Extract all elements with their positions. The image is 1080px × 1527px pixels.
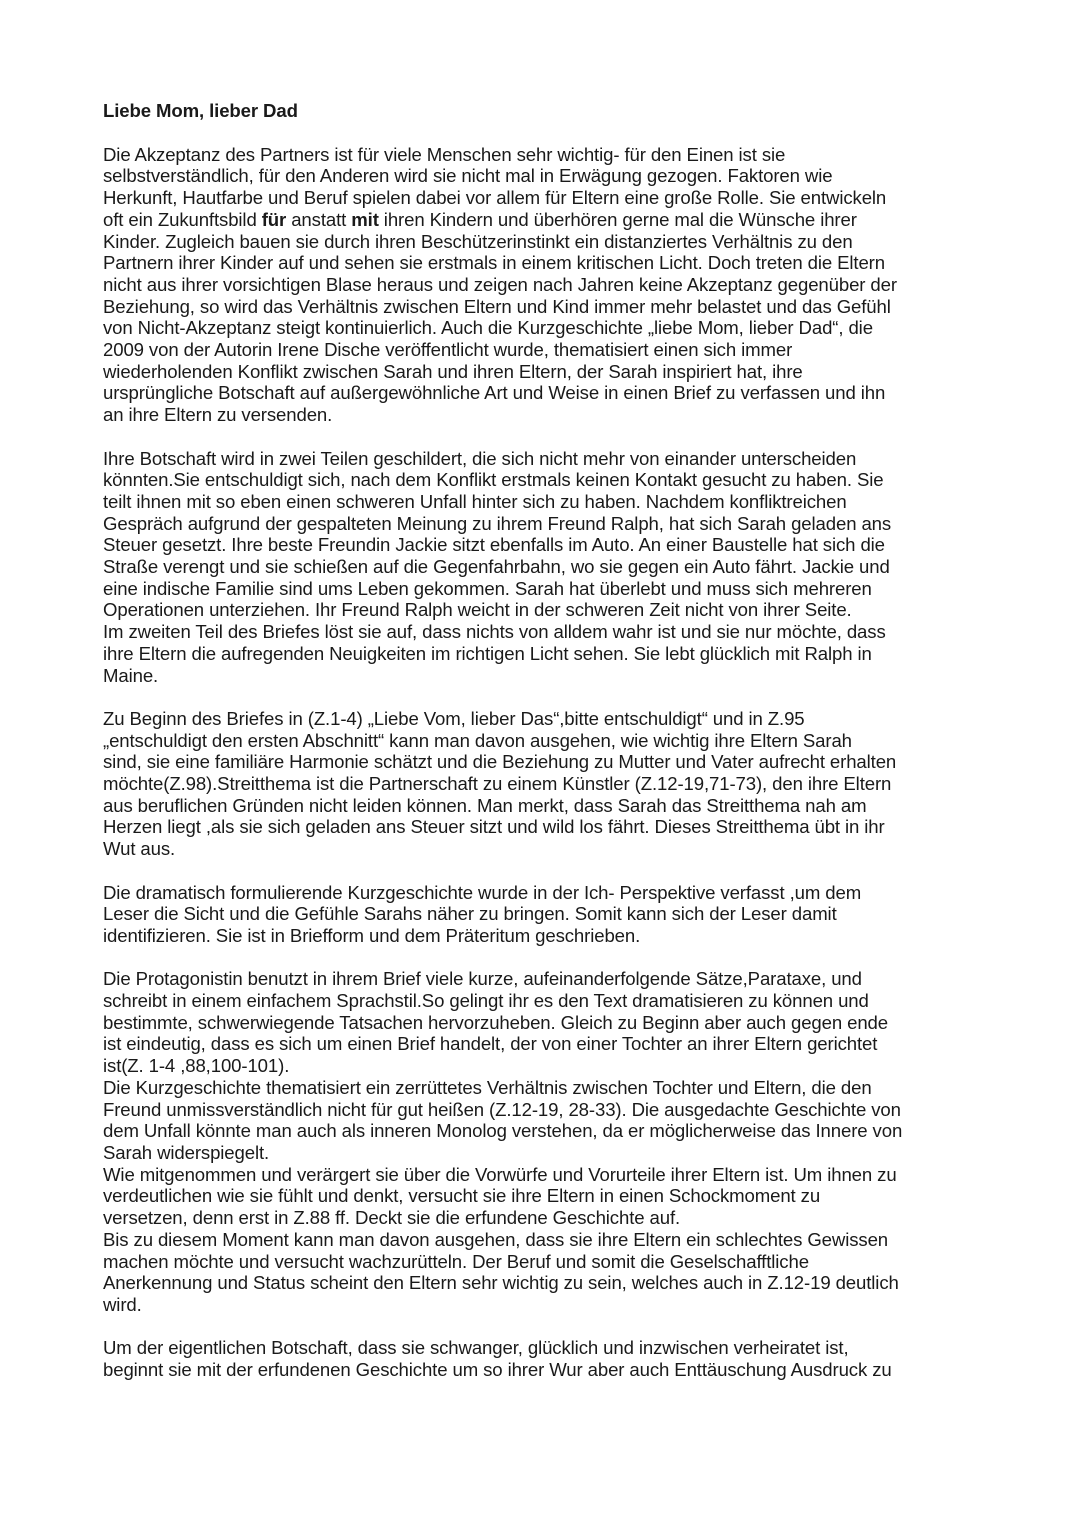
text-line: Wie mitgenommen und verärgert sie über die Vorwürfe und Vorurteile ihrer Eltern ist. Um ihnen zu [103, 1163, 897, 1185]
text-line: verdeutlichen wie sie fühlt und denkt, versucht sie ihre Eltern in einen Schockmoment zu [103, 1185, 821, 1207]
bold-word-mit: mit [351, 208, 379, 230]
text-line: ist(Z. 1-4 ,88,100-101). [103, 1055, 290, 1077]
text-line: dem Unfall könnte man auch als inneren Monolog verstehen, da er möglicherweise das Innere von [103, 1120, 903, 1142]
text-line: selbstverständlich, für den Anderen wird sie nicht mal in Erwägung gezogen. Faktoren wie [103, 165, 833, 187]
text-line: ist eindeutig, dass es sich um einen Brief handelt, der von einer Tochter an ihrer Eltern gerichtet [103, 1033, 878, 1055]
text-line: nicht aus ihrer vorsichtigen Blase heraus und zeigen nach Jahren keine Akzeptanz gegenüber der [103, 273, 897, 295]
text-line: Die Kurzgeschichte thematisiert ein zerrüttetes Verhältnis zwischen Tochter und Eltern, die den [103, 1076, 872, 1098]
text-line: Herzen liegt ,als sie sich geladen ans Steuer sitzt und wild los fährt. Dieses Streitthema übt in ihr [103, 816, 885, 838]
text-line: von Nicht-Akzeptanz steigt kontinuierlich. Auch die Kurzgeschichte „liebe Mom, lieber Dad“, die [103, 317, 873, 339]
text-line: Um der eigentlichen Botschaft, dass sie schwanger, glücklich und inzwischen verheiratet ist, [103, 1337, 849, 1359]
text-line: Beziehung, so wird das Verhältnis zwischen Eltern und Kind immer mehr belastet und das Gefühl [103, 295, 891, 317]
text-line: aus beruflichen Gründen nicht leiden können. Man merkt, dass Sarah das Streitthema nah am [103, 794, 867, 816]
text-line: Die Protagonistin benutzt in ihrem Brief viele kurze, aufeinanderfolgende Sätze,Parataxe, und [103, 968, 862, 990]
paragraph-analysis-opening [103, 708, 983, 860]
text-line: Anerkennung und Status scheint den Eltern sehr wichtig zu sein, welches auch in Z.12-19 deutlich [103, 1272, 899, 1294]
text-line: sind, sie eine familiäre Harmonie schätzt und die Beziehung zu Mutter und Vater aufrecht erhalten [103, 751, 897, 773]
text-line: 2009 von der Autorin Irene Dische veröffentlicht wurde, thematisiert einen sich immer [103, 339, 793, 361]
text-line: schreibt in einem einfachem Sprachstil.So gelingt ihr es den Text dramatisieren zu können und [103, 990, 869, 1012]
text-segment: anstatt [286, 208, 352, 230]
text-line: wiederholenden Konflikt zwischen Sarah und ihren Eltern, der Sarah inspiriert hat, ihre [103, 360, 803, 382]
document-title: Liebe Mom, lieber Dad [103, 100, 298, 121]
text-line: beginnt sie mit der erfundenen Geschichte um so ihrer Wur aber auch Enttäuschung Ausdruck zu [103, 1359, 892, 1380]
text-line: könnten.Sie entschuldigt sich, nach dem Konflikt erstmals keinen Kontakt gesucht zu haben. Sie [103, 469, 884, 491]
text-line: versetzen, denn erst in Z.88 ff. Deckt sie die erfundene Geschichte auf. [103, 1207, 681, 1229]
text-line: Maine. [103, 664, 159, 686]
paragraph-message [103, 1337, 983, 1380]
paragraph-summary [103, 448, 983, 687]
text-line: Partnern ihrer Kinder auf und sehen sie erstmals in einem kritischen Licht. Doch treten die Eltern [103, 252, 885, 274]
text-line: bestimmte, schwerwiegende Tatsachen hervorzuheben. Gleich zu Beginn aber auch gegen ende [103, 1011, 889, 1033]
text-line: identifizieren. Sie ist in Briefform und dem Präteritum geschrieben. [103, 924, 641, 946]
text-line: Herkunft, Hautfarbe und Beruf spielen dabei vor allem für Eltern eine große Rolle. Sie entwickeln [103, 187, 887, 209]
text-line: ursprüngliche Botschaft auf außergewöhnliche Art und Weise in einen Brief zu verfassen und ihn [103, 382, 886, 404]
text-line: Freund unmissverständlich nicht für gut heißen (Z.12-19, 28-33). Die ausgedachte Geschichte von [103, 1098, 901, 1120]
text-line: Bis zu diesem Moment kann man davon ausgehen, dass sie ihre Eltern ein schlechtes Gewissen [103, 1228, 889, 1250]
text-line: Die dramatisch formulierende Kurzgeschichte wurde in der Ich- Perspektive verfasst ,um dem [103, 881, 862, 903]
text-line: teilt ihnen mit so eben einen schweren Unfall hinter sich zu haben. Nachdem konfliktreichen [103, 490, 847, 512]
paragraph-language-analysis [103, 968, 983, 1315]
text-line: Die Akzeptanz des Partners ist für viele Menschen sehr wichtig- für den Einen ist sie [103, 143, 786, 165]
paragraph-perspective [103, 882, 983, 947]
text-line: machen möchte und versucht wachzurütteln. Der Beruf und somit die Geselschafftliche [103, 1250, 809, 1272]
text-line: Ihre Botschaft wird in zwei Teilen geschildert, die sich nicht mehr von einander unterscheiden [103, 447, 857, 469]
text-line [103, 209, 983, 231]
text-line: Operationen unterziehen. Ihr Freund Ralph weicht in der schweren Zeit nicht von ihrer Seite. [103, 599, 852, 621]
text-line: Leser die Sicht und die Gefühle Sarahs näher zu bringen. Somit kann sich der Leser damit [103, 903, 837, 925]
text-line: Zu Beginn des Briefes in (Z.1-4) „Liebe Vom, lieber Das“,bitte entschuldigt“ und in Z.95 [103, 707, 805, 729]
bold-word-fuer: für [261, 208, 287, 230]
text-line: Sarah widerspiegelt. [103, 1141, 270, 1163]
text-line: eine indische Familie sind ums Leben gekommen. Sarah hat überlebt und muss sich mehreren [103, 577, 872, 599]
text-line: „entschuldigt den ersten Abschnitt“ kann man davon ausgehen, wie wichtig ihre Eltern Sarah [103, 729, 852, 751]
text-line: ihre Eltern die aufregenden Neuigkeiten im richtigen Licht sehen. Sie lebt glücklich mit Ralph in [103, 642, 872, 664]
text-line: möchte(Z.98).Streitthema ist die Partnerschaft zu einem Künstler (Z.12-19,71-73), den ihre Eltern [103, 773, 892, 795]
text-line: Im zweiten Teil des Briefes löst sie auf, dass nichts von alldem wahr ist und sie nur möchte, dass [103, 621, 886, 643]
text-line: Steuer gesetzt. Ihre beste Freundin Jackie sitzt ebenfalls im Auto. An einer Baustelle hat sich die [103, 534, 885, 556]
text-segment: ihren Kindern und überhören gerne mal die Wünsche ihrer [378, 208, 857, 230]
text-line: wird. [103, 1293, 142, 1315]
text-line: an ihre Eltern zu versenden. [103, 404, 333, 426]
text-line: Straße verengt und sie schießen auf die Gegenfahrbahn, wo sie gegen ein Auto fährt. Jackie und [103, 556, 890, 578]
paragraph-introduction [103, 144, 983, 426]
text-segment: oft ein Zukunftsbild [103, 208, 262, 230]
text-line: Gespräch aufgrund der gespalteten Meinung zu ihrem Freund Ralph, hat sich Sarah geladen ans [103, 512, 892, 534]
text-line: Wut aus. [103, 838, 176, 860]
document-page [103, 100, 983, 1381]
text-line: Kinder. Zugleich bauen sie durch ihren Beschützerinstinkt ein distanziertes Verhältnis zu den [103, 230, 853, 252]
